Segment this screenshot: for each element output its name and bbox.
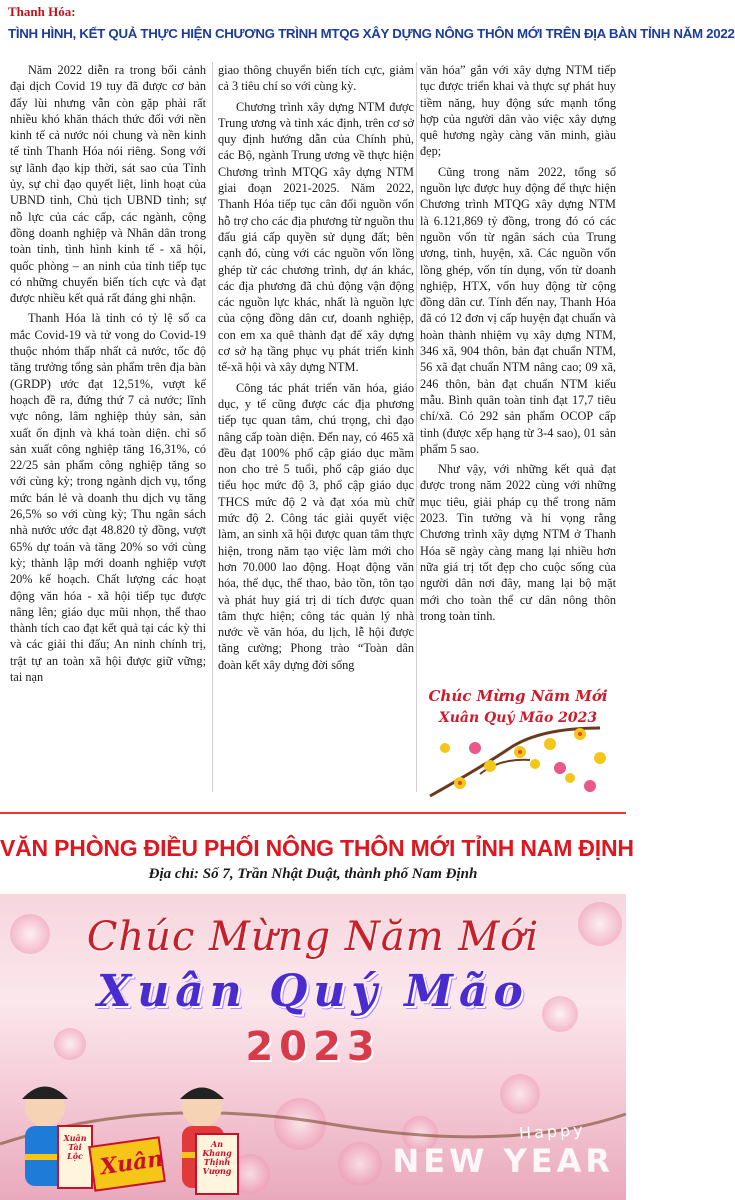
greeting-line-2: Xuân Quý Mão 2023 <box>438 710 598 726</box>
article-headline: TÌNH HÌNH, KẾT QUẢ THỰC HIỆN CHƯƠNG TRÌNH MTQG XÂY DỰNG NÔNG THÔN MỚI TRÊN ĐỊA BÀN TỈNH NĂM 2022 <box>8 26 735 41</box>
new-year-greeting-art <box>420 688 616 798</box>
advertiser-address: Địa chỉ: Số 7, Trần Nhật Duật, thành phố Nam Định <box>148 866 478 882</box>
new-year-card <box>0 894 626 1200</box>
paragraph: Cũng trong năm 2022, tổng số nguồn lực được huy động để thực hiện Chương trình MTQG xây dựng NTM là 6.121,869 tỷ đồng, trong đó có các nguồn vốn từ ngân sách của Trung ương, tỉnh, huyện, xã. Các nguồn vốn lồng ghép, vốn tín dụng, vốn từ doanh nghiệp, HTX, vốn huy động từ cộng đồng dân cư. Tính đến nay, Thanh Hóa đã có 12 đơn vị cấp huyện đạt chuẩn và hoàn thành nhiệm vụ xây dựng NTM, 346 xã, 904 thôn, bản đạt chuẩn NTM, 56 xã đạt chuẩn NTM nâng cao; 09 xã, 246 thôn, bản đạt chuẩn NTM kiểu mẫu. Bình quân toàn tỉnh đạt 17,7 tiêu chí/xã. Có 292 sản phẩm OCOP cấp tỉnh (được xếp hạng từ 3-4 sao), 01 sản phẩm 5 sao. <box>420 164 616 456</box>
scroll-right-text: An Khang Thịnh Vượng <box>202 1139 232 1176</box>
card-spring-title: Xuân Quý Mão <box>97 966 529 1017</box>
happy-text: Happy <box>518 1120 587 1143</box>
paragraph: Năm 2022 diễn ra trong bối cảnh đại dịch Covid 19 tuy đã được cơ bản đẩy lùi nhưng vẫn còn gặp phải rất nhiều khó khăn thách thức đối với nền kinh tế cả nước nói chung và nền kinh tế tỉnh Thanh Hóa nói riêng. Song với sự lãnh đạo kịp thời, sát sao của Tỉnh ủy, sự chỉ đạo quyết liệt, linh hoạt của UBND tỉnh, Chủ tịch UBND tỉnh; sự nỗ lực của các cấp, các ngành, cộng đồng doanh nghiệp và Nhân dân trong toàn tỉnh, tình hình kinh tế - xã hội, quốc phòng – an ninh của tỉnh tiếp tục có những chuyển biến tích cực và đạt được nhiều kết quả rất đáng ghi nhận. <box>10 63 206 306</box>
article-column-1 <box>10 62 206 689</box>
card-year: 2023 <box>245 1024 381 1070</box>
greeting-line-1: Chúc Mừng Năm Mới <box>428 687 608 705</box>
article-body <box>10 62 616 800</box>
paragraph: Như vậy, với những kết quả đạt được trong năm 2022 cùng với những mục tiêu, giải pháp cụ thể trong năm 2023. Tin tưởng và hi vọng rằng Chương trình xây dựng NTM ở Thanh Hóa sẽ ngày càng mang lại nhiều hơn nữa giá trị tốt đẹp cho cuộc sống của người dân nơi đây, mang lại bộ mặt mới cho toàn thể cư dân nông thôn trong toàn tỉnh. <box>420 462 616 623</box>
paragraph: giao thông chuyển biến tích cực, giảm cả 3 tiêu chí so với cùng kỳ. <box>218 63 414 94</box>
column-divider <box>212 62 213 792</box>
paragraph: Chương trình xây dựng NTM được Trung ương và tỉnh xác định, trên cơ sở quy định hướng dẫn của Chính phủ, các Bộ, ngành Trung ương về thực hiện Chương trình MTQG xây dựng NTM giai đoạn 2021-2025. Năm 2022, Thanh Hóa tiếp tục cân đối nguồn vốn hỗ trợ cho các địa phương từ nguồn thu đấu giá cấp quyền sử dụng đất; bên cạnh đó, cùng với các nguồn vốn lồng ghép từ các chương trình, dự án khác, các địa phương đã chủ động vận động các nguồn lực khác, nhất là nguồn lực của cộng đồng dân cư, doanh nghiệp, con em xa quê thành đạt để xây dựng cơ sở hạ tầng phục vụ phát triển kinh tế-xã hội và xây dựng NTM. <box>218 99 414 375</box>
section-divider <box>0 812 626 814</box>
paragraph: Thanh Hóa là tỉnh có tỷ lệ số ca mắc Covid-19 và tử vong do Covid-19 thuộc nhóm thấp nhất cả nước, tốc độ tăng trưởng tổng sản phẩm trên địa bàn (GRDP) ước đạt 12,51%, vượt kế hoạch đề ra, đứng thứ 7 cả nước; lĩnh vực nông, lâm nghiệp thủy sản, sản xuất ổn định và khá toàn diện. chỉ số sản xuất công nghiệp tăng 16,31%, có 22/25 sản phẩm công nghiệp tăng so với cùng kỳ; trong ngành dịch vụ, tổng mức bán lẻ và doanh thu dịch vụ tăng 26,5% so với cùng kỳ; Thu ngân sách nhà nước ước đạt 48.820 tỷ đồng, vượt 65% dự toán và tăng 20% so với cùng kỳ; thành lập mới doanh nghiệp vượt 20% kế hoạch. Chất lượng các hoạt động văn hóa - xã hội tiếp tục được nâng lên; giáo dục mũi nhọn, thể thao thành tích cao đạt kết quả tại các kỳ thi và các giải thi đấu; An ninh chính trị, trật tự an toàn xã hội được giữ vững; tai nạn <box>10 311 206 684</box>
article-kicker: Thanh Hóa: <box>8 4 76 19</box>
article-column-2 <box>218 62 414 677</box>
xuan-banner-text: Xuân <box>98 1145 165 1181</box>
advertiser-name: VĂN PHÒNG ĐIỀU PHỐI NÔNG THÔN MỚI TỈNH NAM ĐỊNH <box>0 835 634 861</box>
paragraph: Công tác phát triển văn hóa, giáo dục, y tế cũng được các địa phương tiếp tục quan tâm, chú trọng, chỉ đạo nâng cấp toàn diện. Đến nay, có 465 xã đều đạt 100% phổ cập giáo dục mầm non cho trẻ 5 tuổi, phổ cập giáo dục tiểu học mức độ 3, phổ cập giáo dục THCS mức độ 2 và đạt xóa mù chữ mức độ 2. Công tác giải quyết việc làm, an sinh xã hội được quan tâm thực hiện, trong năm tạo việc làm mới cho hơn 70.000 lao động. Hoạt động văn hóa, thể dục, thể thao, bảo tồn, tôn tạo và phát huy giá trị di tích được quan tâm thực hiện; công tác quản lý nhà nước về văn hóa, du lịch, lễ hội được tăng cường; Phong trào “Toàn dân đoàn kết xây dựng đời sống <box>218 380 414 672</box>
column-divider <box>416 62 417 792</box>
paragraph: văn hóa” gắn với xây dựng NTM tiếp tục được triển khai và thực sự phát huy tiềm năng, huy động sức mạnh tổng hợp của người dân vào việc xây dựng quê hương ngày càng văn minh, giàu đẹp; <box>420 63 616 159</box>
scroll-left-text: Xuân Tài Lộc <box>63 1133 87 1161</box>
apricot-blossom-illustration <box>420 688 616 798</box>
card-greeting: Chúc Mừng Năm Mới <box>86 914 540 960</box>
new-year-text: NEW YEAR <box>392 1142 614 1180</box>
article-column-3 <box>420 62 616 726</box>
